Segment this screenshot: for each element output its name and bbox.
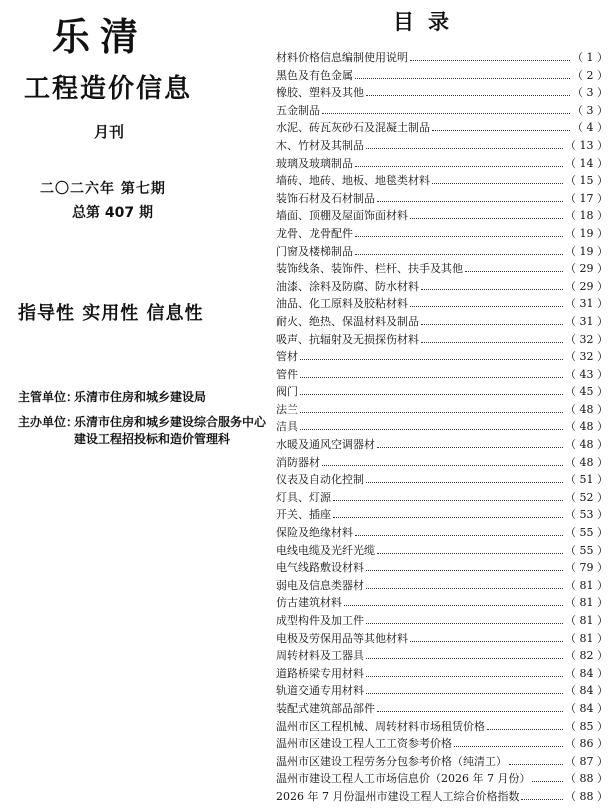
toc-item[interactable] xyxy=(276,788,608,806)
toc-item[interactable] xyxy=(276,102,608,120)
table-of-contents xyxy=(262,0,610,810)
toc-item-page: （ 51 ） xyxy=(565,473,608,487)
toc-item-title: 油品、化工原料及胶粘材料 xyxy=(276,297,408,311)
toc-item[interactable] xyxy=(276,155,608,173)
toc-item-title: 灯具、灯源 xyxy=(276,490,331,504)
toc-item-page: （ 81 ） xyxy=(565,578,608,592)
toc-leader-dots xyxy=(377,552,563,554)
toc-item-page: （ 19 ） xyxy=(565,244,608,258)
toc-item-title: 轨道交通专用材料 xyxy=(276,684,364,698)
toc-item-title: 吸声、抗辐射及无损探伤材料 xyxy=(276,332,419,346)
toc-leader-dots xyxy=(300,393,563,395)
toc-leader-dots xyxy=(355,235,563,237)
toc-item[interactable] xyxy=(276,366,608,384)
toc-item-page: （ 52 ） xyxy=(565,490,608,504)
toc-leader-dots xyxy=(509,763,563,765)
toc-item-page: （ 81 ） xyxy=(565,631,608,645)
toc-leader-dots xyxy=(300,358,563,360)
toc-item-title: 电气线路敷设材料 xyxy=(276,561,364,575)
toc-item-page: （ 79 ） xyxy=(565,561,608,575)
toc-leader-dots xyxy=(410,59,570,61)
toc-item-title: 五金制品 xyxy=(276,103,320,117)
toc-item-title: 水暖及通风空调器材 xyxy=(276,438,375,452)
toc-item-title: 装配式建筑部品部件 xyxy=(276,701,375,715)
toc-leader-dots xyxy=(366,569,563,571)
toc-item-page: （ 81 ） xyxy=(565,596,608,610)
toc-item-page: （ 18 ） xyxy=(565,209,608,223)
toc-item-page: （ 29 ） xyxy=(565,262,608,276)
toc-item-title: 耐火、绝热、保温材料及制品 xyxy=(276,314,419,328)
toc-item[interactable] xyxy=(276,348,608,366)
toc-item-title: 温州市建设工程人工市场信息价（2026 年 7 月份） xyxy=(276,772,531,786)
toc-item[interactable] xyxy=(276,278,608,296)
publication-subtitle: 工程造价信息 xyxy=(24,74,193,104)
toc-item[interactable] xyxy=(276,190,608,208)
toc-item[interactable] xyxy=(276,295,608,313)
toc-item[interactable] xyxy=(276,718,608,736)
toc-leader-dots xyxy=(366,147,563,149)
toc-leader-dots xyxy=(366,692,563,694)
supervisor-label: 主管单位： xyxy=(18,390,79,404)
toc-item-page: （ 32 ） xyxy=(565,332,608,346)
toc-leader-dots xyxy=(355,253,563,255)
toc-item[interactable] xyxy=(276,489,608,507)
toc-item-title: 温州市区工程机械、周转材料市场租赁价格 xyxy=(276,719,485,733)
toc-item-title: 阀门 xyxy=(276,385,298,399)
toc-item[interactable] xyxy=(276,770,608,788)
toc-item-page: （ 2 ） xyxy=(572,68,608,82)
toc-item-page: （ 14 ） xyxy=(565,156,608,170)
toc-item-title: 装饰线条、装饰件、栏杆、扶手及其他 xyxy=(276,262,463,276)
toc-leader-dots xyxy=(355,165,563,167)
toc-item[interactable] xyxy=(276,225,608,243)
toc-item-page: （ 45 ） xyxy=(565,385,608,399)
issue-number: 二〇二六年 第七期 xyxy=(40,181,166,197)
toc-leader-dots xyxy=(300,411,563,413)
toc-item-page: （ 55 ） xyxy=(565,526,608,540)
toc-item-title: 材料价格信息编制使用说明 xyxy=(276,51,408,64)
toc-item-page: （ 84 ） xyxy=(565,701,608,715)
toc-item-title: 洁具 xyxy=(276,420,298,434)
toc-item[interactable] xyxy=(276,119,608,137)
total-issue-number: 总第 407 期 xyxy=(72,205,153,221)
toc-item[interactable] xyxy=(276,559,608,577)
toc-item-page: （ 32 ） xyxy=(565,350,608,364)
toc-item-page: （ 48 ） xyxy=(565,438,608,452)
toc-item[interactable] xyxy=(276,594,608,612)
toc-item-page: （ 48 ） xyxy=(565,420,608,434)
toc-item-page: （ 31 ） xyxy=(565,314,608,328)
toc-item-page: （ 81 ） xyxy=(565,614,608,627)
toc-leader-dots xyxy=(366,622,563,624)
toc-title: 目录 xyxy=(393,10,463,34)
toc-leader-dots xyxy=(432,182,563,184)
publication-frequency: 月刊 xyxy=(94,123,125,141)
toc-item-page: （ 86 ） xyxy=(565,737,608,751)
toc-item-page: （ 3 ） xyxy=(572,86,608,100)
toc-item-title: 龙骨、龙骨配件 xyxy=(276,226,353,240)
toc-item[interactable] xyxy=(276,630,608,648)
toc-item-page: （ 19 ） xyxy=(565,226,608,240)
toc-item[interactable] xyxy=(276,647,608,665)
toc-item[interactable] xyxy=(276,612,608,630)
toc-leader-dots xyxy=(366,94,570,96)
toc-item[interactable] xyxy=(276,471,608,489)
toc-item-page: （ 53 ） xyxy=(565,508,608,522)
toc-item-title: 门窗及楼梯制品 xyxy=(276,244,353,258)
toc-item[interactable] xyxy=(276,49,608,67)
toc-leader-dots xyxy=(465,270,563,272)
toc-item-page: （ 15 ） xyxy=(565,174,608,188)
toc-item[interactable] xyxy=(276,753,608,771)
toc-item-page: （ 84 ） xyxy=(565,684,608,698)
toc-item-title: 成型构件及加工件 xyxy=(276,614,364,627)
toc-leader-dots xyxy=(377,446,563,448)
toc-leader-dots xyxy=(410,217,563,219)
toc-item-title: 装饰石材及石材制品 xyxy=(276,191,375,205)
toc-leader-dots xyxy=(333,516,563,518)
toc-item-title: 道路桥梁专用材料 xyxy=(276,666,364,680)
toc-item[interactable] xyxy=(276,542,608,560)
sponsor-row xyxy=(18,413,267,430)
toc-item[interactable] xyxy=(276,454,608,472)
toc-item-page: （ 85 ） xyxy=(565,719,608,733)
toc-item-page: （ 87 ） xyxy=(565,754,608,768)
toc-item-title: 油漆、涂料及防腐、防水材料 xyxy=(276,279,419,293)
toc-leader-dots xyxy=(454,745,563,747)
toc-item-title: 法兰 xyxy=(276,402,298,416)
slogan: 指导性 实用性 信息性 xyxy=(18,303,204,324)
toc-item[interactable] xyxy=(276,137,608,155)
toc-item[interactable] xyxy=(276,418,608,436)
toc-leader-dots xyxy=(366,481,563,483)
toc-leader-dots xyxy=(300,428,563,430)
toc-leader-dots xyxy=(366,587,563,589)
toc-item-title: 周转材料及工器具 xyxy=(276,649,364,663)
toc-leader-dots xyxy=(421,341,563,343)
toc-item[interactable] xyxy=(276,735,608,753)
toc-item-page: （ 3 ） xyxy=(572,103,608,117)
toc-item-title: 橡胶、塑料及其他 xyxy=(276,86,364,100)
toc-item-title: 管材 xyxy=(276,350,298,364)
toc-item-title: 电线电缆及光纤光缆 xyxy=(276,543,375,557)
toc-item[interactable] xyxy=(276,436,608,454)
toc-leader-dots xyxy=(355,534,563,536)
toc-item[interactable] xyxy=(276,577,608,595)
toc-item-title: 弱电及信息类器材 xyxy=(276,578,364,592)
toc-item-title: 墙砖、地砖、地板、地毯类材料 xyxy=(276,174,430,188)
toc-leader-dots xyxy=(366,657,563,659)
supervisor-row xyxy=(18,388,207,405)
toc-item-title: 2026 年 7 月份温州市建设工程人工综合价格指数 xyxy=(276,789,520,803)
sponsor-value: 乐清市住房和城乡建设综合服务中心 xyxy=(74,415,267,429)
toc-leader-dots xyxy=(377,200,563,202)
toc-item-page: （ 48 ） xyxy=(565,455,608,469)
sponsor-label: 主办单位： xyxy=(18,415,79,429)
toc-leader-dots xyxy=(366,675,563,677)
toc-item-page: （ 4 ） xyxy=(572,121,608,135)
toc-item[interactable] xyxy=(276,207,608,225)
toc-item-title: 仪表及自动化控制 xyxy=(276,473,364,487)
toc-item-page: （ 84 ） xyxy=(565,666,608,680)
toc-leader-dots xyxy=(333,499,563,501)
toc-item-page: （ 1 ） xyxy=(572,51,608,64)
toc-item-title: 水泥、砖瓦灰砂石及混凝土制品 xyxy=(276,121,430,135)
toc-item[interactable] xyxy=(276,172,608,190)
toc-item-title: 开关、插座 xyxy=(276,508,331,522)
toc-leader-dots xyxy=(300,376,563,378)
toc-leader-dots xyxy=(487,728,563,730)
toc-leader-dots xyxy=(521,798,563,800)
toc-item-page: （ 82 ） xyxy=(565,649,608,663)
toc-item-title: 墙面、顶棚及屋面饰面材料 xyxy=(276,209,408,223)
toc-item[interactable] xyxy=(276,383,608,401)
toc-item[interactable] xyxy=(276,700,608,718)
toc-leader-dots xyxy=(410,640,563,642)
toc-leader-dots xyxy=(532,780,563,782)
supervisor-value: 乐清市住房和城乡建设局 xyxy=(74,390,207,404)
toc-item[interactable] xyxy=(276,67,608,85)
sponsor-value-line2: 建设工程招投标和造价管理科 xyxy=(74,432,231,446)
toc-item[interactable] xyxy=(276,260,608,278)
toc-item-title: 保险及绝缘材料 xyxy=(276,526,353,540)
toc-item[interactable] xyxy=(276,313,608,331)
toc-item[interactable] xyxy=(276,401,608,419)
toc-item-page: （ 31 ） xyxy=(565,297,608,311)
toc-leader-dots xyxy=(421,288,563,290)
toc-item-title: 仿古建筑材料 xyxy=(276,596,342,610)
toc-leader-dots xyxy=(410,305,563,307)
toc-leader-dots xyxy=(432,129,570,131)
toc-item-title: 黑色及有色金属 xyxy=(276,68,353,82)
toc-item[interactable] xyxy=(276,331,608,349)
toc-list xyxy=(276,49,608,806)
toc-leader-dots xyxy=(322,112,570,114)
toc-item-title: 温州市区建设工程人工工资参考价格 xyxy=(276,737,452,751)
toc-item-page: （ 17 ） xyxy=(565,191,608,205)
toc-item-page: （ 43 ） xyxy=(565,367,608,381)
toc-item-page: （ 29 ） xyxy=(565,279,608,293)
toc-item[interactable] xyxy=(276,665,608,683)
toc-item[interactable] xyxy=(276,84,608,102)
toc-item-title: 电极及劳保用品等其他材料 xyxy=(276,631,408,645)
toc-leader-dots xyxy=(344,604,563,606)
publication-title: 乐清 xyxy=(52,15,149,59)
toc-item[interactable] xyxy=(276,243,608,261)
cover-panel xyxy=(0,0,267,810)
toc-item-page: （ 13 ） xyxy=(565,138,608,152)
toc-item[interactable] xyxy=(276,524,608,542)
toc-item-page: （ 88 ） xyxy=(565,789,608,803)
toc-item-page: （ 55 ） xyxy=(565,543,608,557)
toc-item-title: 管件 xyxy=(276,367,298,381)
toc-item-title: 玻璃及玻璃制品 xyxy=(276,156,353,170)
toc-leader-dots xyxy=(421,323,563,325)
toc-item-title: 木、竹材及其制品 xyxy=(276,138,364,152)
toc-item-page: （ 88 ） xyxy=(565,772,608,786)
toc-leader-dots xyxy=(355,77,570,79)
toc-item[interactable] xyxy=(276,682,608,700)
toc-item-page: （ 48 ） xyxy=(565,402,608,416)
toc-leader-dots xyxy=(377,710,563,712)
toc-leader-dots xyxy=(322,464,563,466)
toc-item[interactable] xyxy=(276,506,608,524)
toc-item-title: 温州市区建设工程劳务分包参考价格（纯清工） xyxy=(276,754,507,768)
toc-item-title: 消防器材 xyxy=(276,455,320,469)
